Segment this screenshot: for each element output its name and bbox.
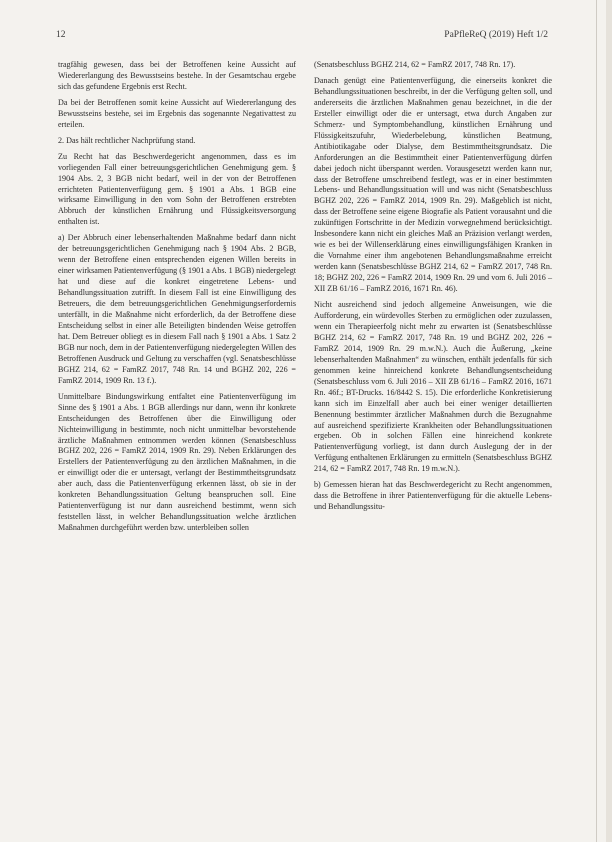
journal-reference: PaPfleReQ (2019) Heft 1/2 <box>444 30 548 40</box>
page-fold-line <box>596 0 597 842</box>
paragraph: (Senatsbeschluss BGHZ 214, 62 = FamRZ 2017, 748 Rn. 17). <box>314 60 516 69</box>
page-header <box>56 30 548 44</box>
paragraph: Zu Recht hat das Beschwerdegericht angenommen, dass es im vorliegenden Fall einer betreuungsgerichtlichen Genehmigung gem. § 1904 Abs. 2, 3 BGB nicht bedarf, weil in der von der Betroffenen errichteten Patientenverfügung gem. § 1901 a Abs. 1 BGB eine wirksame Einwilligung in den vom Sohn der Betroffenen erstrebten Abbruch der künstlichen Ernährung und Flüssigkeitsversorgung enthalten ist. <box>58 151 296 227</box>
paragraph: tragfähig gewesen, dass bei der Betroffenen keine Aussicht auf Wiedererlangung des Bewusstseins bestehe. In der Gesamtschau ergebe sich das gefundene Ergebnis erst Recht. <box>58 60 296 91</box>
paragraph: Unmittelbare Bindungswirkung entfaltet eine Patientenverfügung im Sinne des § 1901 a Abs. 1 BGB allerdings nur dann, wenn ihr konkrete Entscheidungen des Betroffenen über die Einwilligung oder Nichteinwilligung in bestimmte, noch nicht unmittelbar bevorstehende ärztliche Maßnahmen entnommen werden können (Senatsbeschluss BGHZ 202, 226 = FamRZ 2014, 1909 Rn. 29). Neben Erklärungen des Erstellers der Patientenverfügung zu den ärztlichen Maßnahmen, in die er einwilligt oder die er untersagt, verlangt der Bestimmtheitsgrundsatz aber auch, dass die Patientenverfügung erkennen lässt, ob sie in der konkreten Behandlungssituation Geltung beanspruchen soll. Eine Patientenverfügung ist nur dann ausreichend bestimmt, wenn sich feststellen lässt, in welcher Behandlungssituation welche ärztlichen Maßnahmen durchgeführt werden bzw. unterbleiben sollen <box>58 391 296 533</box>
paragraph: Nicht ausreichend sind jedoch allgemeine Anweisungen, wie die Aufforderung, ein würdevolles Sterben zu ermöglichen oder zuzulassen, wenn ein Therapieerfolg nicht mehr zu erwarten ist (Senatsbeschlüsse BGHZ 214, 62 = FamRZ 2017, 748 Rn. 19 und BGHZ 202, 226 = FamRZ 2014, 1909 Rn. 29 m.w.N.). Auch die Äußerung, „keine lebenserhaltenden Maßnahmen“ zu wünschen, enthält jedenfalls für sich genommen keine hinreichend konkrete Behandlungsentscheidung (Senatsbeschluss vom 6. Juli 2016 – XII ZB 61/16 – FamRZ 2016, 1671 Rn. 46f.; BT-Drucks. 16/8442 S. 15). Die erforderliche Konkretisierung kann sich im Einzelfall aber auch bei einer weniger detaillierten Benennung bestimmter ärztlicher Maßnahmen durch die Bezugnahme auf ausreichend spezifizierte Krankheiten oder Behandlungssituationen ergeben. Ob in solchen Fällen eine hinreichend konkrete Patientenverfügung vorliegt, ist dann durch Auslegung der in der Verfügung enthaltenen Erklärungen zu ermitteln (Senatsbeschluss BGHZ 214, 62 = FamRZ 2017, 748 Rn. 19 m.w.N.). <box>314 300 552 474</box>
left-column <box>58 60 296 539</box>
paragraph: a) Der Abbruch einer lebenserhaltenden Maßnahme bedarf dann nicht der betreuungsgerichtlichen Genehmigung nach § 1904 Abs. 2 BGB, wenn der Betroffene einen entsprechenden eigenen Willen bereits in einer wirksamen Patientenverfügung (§ 1901 a Abs. 1 BGB) niedergelegt hat und diese auf die konkret eingetretene Lebens- und Behandlungssituation zutrifft. In diesem Fall ist eine Einwilligung des Betreuers, die dem betreuungsgerichtlichen Genehmigungserfordernis unterfällt, in die Maßnahme nicht erforderlich, da der Betroffene diese Entscheidung selbst in einer alle Beteiligten bindenden Weise getroffen hat. Dem Betreuer obliegt es in diesem Fall nach § 1901 a Abs. 1 Satz 2 BGB nur noch, dem in der Patientenverfügung niedergelegten Willen des Betroffenen Ausdruck und Geltung zu verschaffen (vgl. Senatsbeschlüsse BGHZ 214, 62 = FamRZ 2017, 748 Rn. 14 und BGHZ 202, 226 = FamRZ 2014, 1909 Rn. 13 f.). <box>58 233 296 385</box>
page-number: 12 <box>56 30 66 40</box>
paragraph: Danach genügt eine Patientenverfügung, die einerseits konkret die Behandlungssituationen beschreibt, in der die Verfügung gelten soll, und andererseits die ärztlichen Maßnahmen genau bezeichnet, in die der Ersteller einwilligt oder die er untersagt, etwa durch Angaben zur Schmerz- und Symptombehandlung, künstlichen Ernährung und Flüssigkeitszufuhr, Wiederbelebung, künstlichen Beatmung, Antibiotikagabe oder Dialyse, dem Bestimmtheitsgrundsatz. Die Anforderungen an die Bestimmtheit einer Patientenverfügung dürfen dabei jedoch nicht überspannt werden. Vorausgesetzt werden kann nur, dass der Betroffene umschreibend festlegt, was er in einer bestimmten Lebens- und Behandlungssituation will und was nicht (Senatsbeschluss BGHZ 202, 226 = FamRZ 2014, 1909 Rn. 29). Maßgeblich ist nicht, dass der Betroffene seine eigene Biografie als Patient vorausahnt und die zukünftigen Fortschritte in der Medizin vorwegnehmend berücksichtigt. Insbesondere kann nicht ein gleiches Maß an Präzision verlangt werden, wie es bei der Willenserklärung eines einwilligungsfähigen Kranken in die Vornahme einer ihm angebotenen Behandlungsmaßnahme erreicht werden kann (Senatsbeschlüsse BGHZ 214, 62 = FamRZ 2017, 748 Rn. 18; BGHZ 202, 226 = FamRZ 2014, 1909 Rn. 29 und vom 6. Juli 2016 – XII ZB 61/16 – FamRZ 2016, 1671 Rn. 46). <box>314 75 552 294</box>
right-column <box>314 60 552 518</box>
paragraph: b) Gemessen hieran hat das Beschwerdegericht zu Recht angenommen, dass die Betroffene in ihrer Patientenverfügung für die aktuelle Lebens- und Behandlungssitu- <box>314 480 552 512</box>
section-heading: 2. Das hält rechtlicher Nachprüfung stand. <box>58 135 196 145</box>
paragraph: Da bei der Betroffenen somit keine Aussicht auf Wiedererlangung des Bewusstseins bestehe, sei im Ergebnis das sogenannte Negativattest zu erteilen. <box>58 97 296 129</box>
page-edge <box>606 0 612 842</box>
